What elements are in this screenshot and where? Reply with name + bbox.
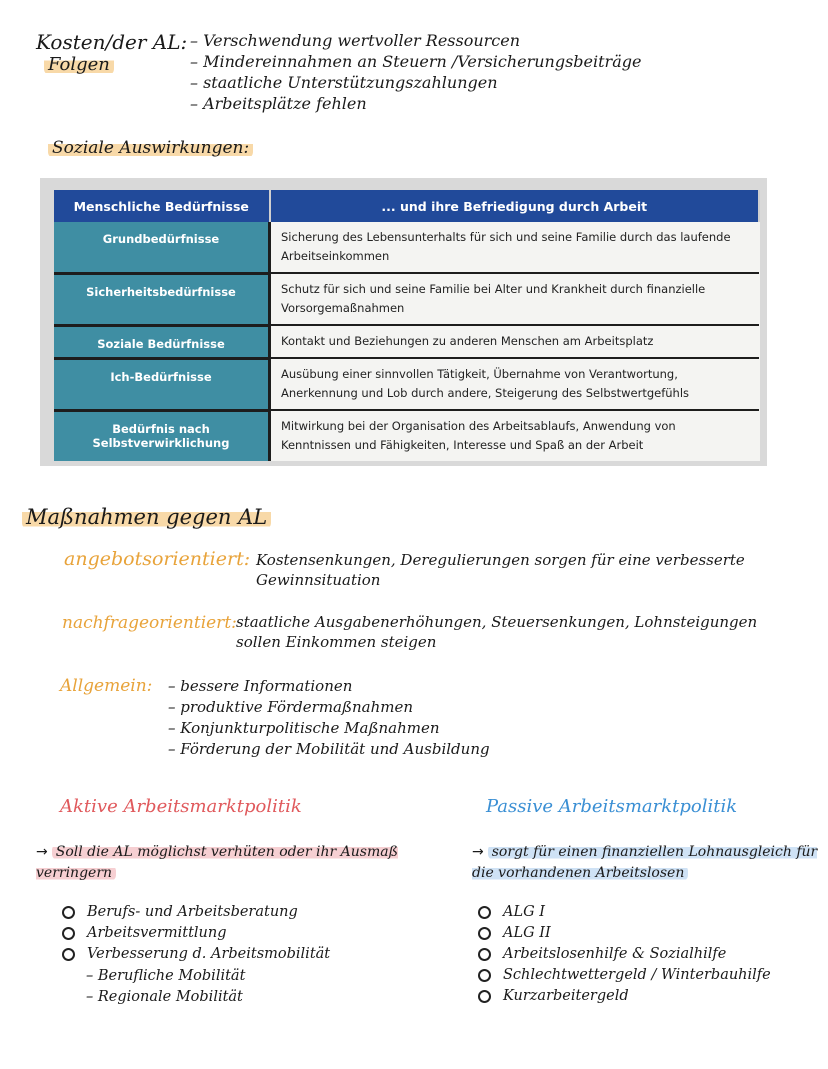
aktiv-list: [62, 902, 330, 965]
list-item: [478, 923, 771, 944]
nachfrage-label: nachfrageorientiert:: [62, 613, 237, 633]
passiv-item-text: Kurzarbeitergeld: [503, 988, 629, 1004]
table-row: [54, 325, 759, 358]
list-item: [62, 923, 330, 944]
satisfaction-cell: Ausübung einer sinnvollen Tätigkeit, Übernahme von Verantwortung, Anerkennung und Lob durch andere, Steigerung des Selbstwertgefühls: [270, 358, 760, 410]
passiv-item-text: Schlechtwettergeld / Winterbauhilfe: [503, 967, 771, 983]
satisfaction-cell: Mitwirkung bei der Organisation des Arbeitsablaufs, Anwendung von Kenntnissen und Fähigkeiten, Interesse und Spaß an der Arbeit: [281, 419, 676, 452]
passiv-item-text: ALG I: [503, 904, 546, 920]
list-item: [478, 986, 771, 1007]
aktiv-desc-text: Soll die AL möglichst verhüten oder ihr Ausmaß verringern: [36, 844, 398, 881]
allgemein-item: – bessere Informationen: [168, 676, 490, 697]
angebot-text: Kostensenkungen, Deregulierungen sorgen für eine verbesserte Gewinnsituation: [256, 551, 745, 589]
list-item: [478, 944, 771, 965]
sub-item: – Berufliche Mobilität: [86, 966, 245, 987]
kosten-list: [190, 30, 641, 114]
circle-bullet-icon: [478, 906, 491, 919]
header-satisfaction: ... und ihre Befriedigung durch Arbeit: [270, 190, 760, 222]
kosten-item: – Mindereinnahmen an Steuern /Versicherungsbeiträge: [190, 51, 641, 72]
kosten-item: – Verschwendung wertvoller Ressourcen: [190, 30, 641, 51]
need-cell: Bedürfnis nach Selbstverwirklichung: [54, 410, 270, 461]
allgemein-item: – Konjunkturpolitische Maßnahmen: [168, 718, 490, 739]
aktiv-heading: Aktive Arbeitsmarktpolitik: [60, 796, 302, 817]
passiv-heading: Passive Arbeitsmarktpolitik: [486, 796, 738, 817]
satisfaction-cell: Kontakt und Beziehungen zu anderen Menschen am Arbeitsplatz: [270, 325, 760, 358]
nachfrage-text: staatliche Ausgabenerhöhungen, Steuersenkungen, Lohnsteigungen sollen Einkommen steigen: [236, 613, 758, 651]
aktiv-item-text: Verbesserung d. Arbeitsmobilität: [87, 946, 331, 962]
list-item: [478, 965, 771, 986]
need-cell: Soziale Bedürfnisse: [54, 325, 270, 358]
needs-table-photo: [40, 178, 767, 466]
allgemein-item: – Förderung der Mobilität und Ausbildung: [168, 739, 490, 760]
passiv-description: [472, 842, 822, 884]
kosten-heading: Kosten/der AL:: [36, 30, 188, 54]
table-header-row: [54, 190, 759, 222]
list-item: [62, 944, 330, 965]
allgemein-list: [168, 676, 490, 760]
passiv-item-text: ALG II: [503, 925, 551, 941]
need-cell: Grundbedürfnisse: [54, 222, 270, 273]
allgemein-label: Allgemein:: [60, 676, 153, 696]
needs-table: [54, 190, 760, 461]
kosten-item: – staatliche Unterstützungszahlungen: [190, 72, 641, 93]
sub-item: – Regionale Mobilität: [86, 987, 245, 1008]
aktiv-item-text: Arbeitsvermittlung: [87, 925, 227, 941]
need-cell: Ich-Bedürfnisse: [54, 358, 270, 410]
header-needs: Menschliche Bedürfnisse: [54, 190, 270, 222]
circle-bullet-icon: [478, 990, 491, 1003]
table-row: [54, 222, 759, 273]
passiv-item-text: Arbeitslosenhilfe & Sozialhilfe: [503, 946, 727, 962]
circle-bullet-icon: [478, 969, 491, 982]
passiv-desc-text: sorgt für einen finanziellen Lohnausgleich für die vorhandenen Arbeitslosen: [472, 844, 818, 881]
angebot-label: angebotsorientiert:: [64, 548, 251, 570]
table-row: [54, 358, 759, 410]
passiv-list: [478, 902, 771, 1007]
list-item: [62, 902, 330, 923]
soziale-heading: Soziale Auswirkungen:: [48, 138, 253, 158]
aktiv-sub-list: [86, 966, 245, 1008]
allgemein-item: – produktive Fördermaßnahmen: [168, 697, 490, 718]
aktiv-description: [36, 842, 436, 884]
circle-bullet-icon: [478, 948, 491, 961]
circle-bullet-icon: [62, 927, 75, 940]
aktiv-item-text: Berufs- und Arbeitsberatung: [87, 904, 298, 920]
kosten-item: – Arbeitsplätze fehlen: [190, 93, 641, 114]
satisfaction-cell: Schutz für sich und seine Familie bei Alter und Krankheit durch finanzielle Vorsorgemaßnahmen: [270, 273, 760, 325]
circle-bullet-icon: [62, 906, 75, 919]
need-cell: Sicherheitsbedürfnisse: [54, 273, 270, 325]
table-row: [54, 273, 759, 325]
folgen-label: Folgen: [44, 54, 114, 75]
satisfaction-cell: Sicherung des Lebensunterhalts für sich und seine Familie durch das laufende Arbeitseinkommen: [270, 222, 760, 273]
arrow-right-icon: →: [36, 844, 48, 860]
list-item: [478, 902, 771, 923]
circle-bullet-icon: [62, 948, 75, 961]
arrow-right-icon: →: [472, 844, 484, 860]
massnahmen-heading: Maßnahmen gegen AL: [22, 505, 271, 529]
circle-bullet-icon: [478, 927, 491, 940]
table-row: [54, 410, 759, 461]
